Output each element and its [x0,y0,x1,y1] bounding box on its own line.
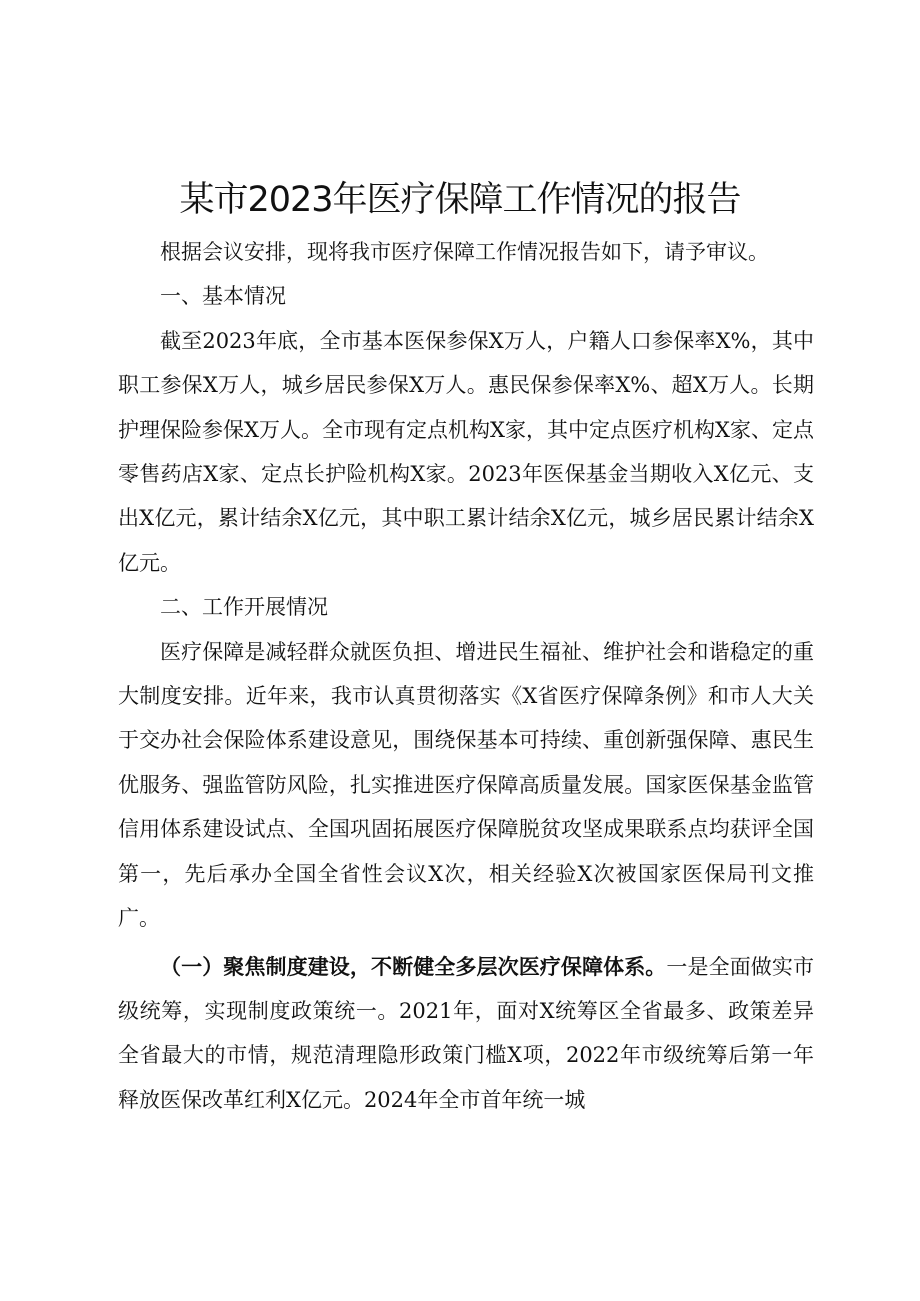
intro-paragraph: 根据会议安排，现将我市医疗保障工作情况报告如下，请予审议。 [160,240,769,264]
section-heading-work-progress: 二、工作开展情况 [160,595,328,620]
subsection-paragraph-system-building [118,945,814,1123]
document-body [118,230,814,1122]
work-progress-paragraph: 医疗保障是减轻群众就医负担、增进民生福祉、维护社会和谐稳定的重大制度安排。近年来，我市认真贯彻落实《X省医疗保障条例》和市人大关于交办社会保险体系建设意见，围绕保基本可持续、重创新强保障、惠民生优服务、强监管防风险，扎实推进医疗保障高质量发展。国家医保基金监管信用体系建设试点、全国巩固拓展医疗保障脱贫攻坚成果联系点均获评全国第一，先后承办全国全省性会议X次，相关经验X次被国家医保局刊文推广。 [118,639,814,931]
section-heading-basic-situation: 一、基本情况 [160,284,286,309]
document-title: 某市2023年医疗保障工作情况的报告 [179,180,741,220]
subsection-lead: （一）聚焦制度建设，不断健全多层次医疗保障体系。 [160,954,667,979]
basic-situation-paragraph: 截至2023年底，全市基本医保参保X万人，户籍人口参保率X%，其中职工参保X万人，城乡居民参保X万人。惠民保参保率X%、超X万人。长期护理保险参保X万人。全市现有定点机构X家，其中定点医疗机构X家、定点零售药店X家、定点长护险机构X家。2023年医保基金当期收入X亿元、支出X亿元，累计结余X亿元，其中职工累计结余X亿元，城乡居民累计结余X亿元。 [118,328,814,575]
subsection-body: 一是全面做实市级统筹，实现制度政策统一。2021年，面对X统筹区全省最多、政策差异全省最大的市情，规范清理隐形政策门槛X项，2022年市级统筹后第一年释放医保改革红利X亿元。2024年全市首年统一城 [118,954,815,1112]
